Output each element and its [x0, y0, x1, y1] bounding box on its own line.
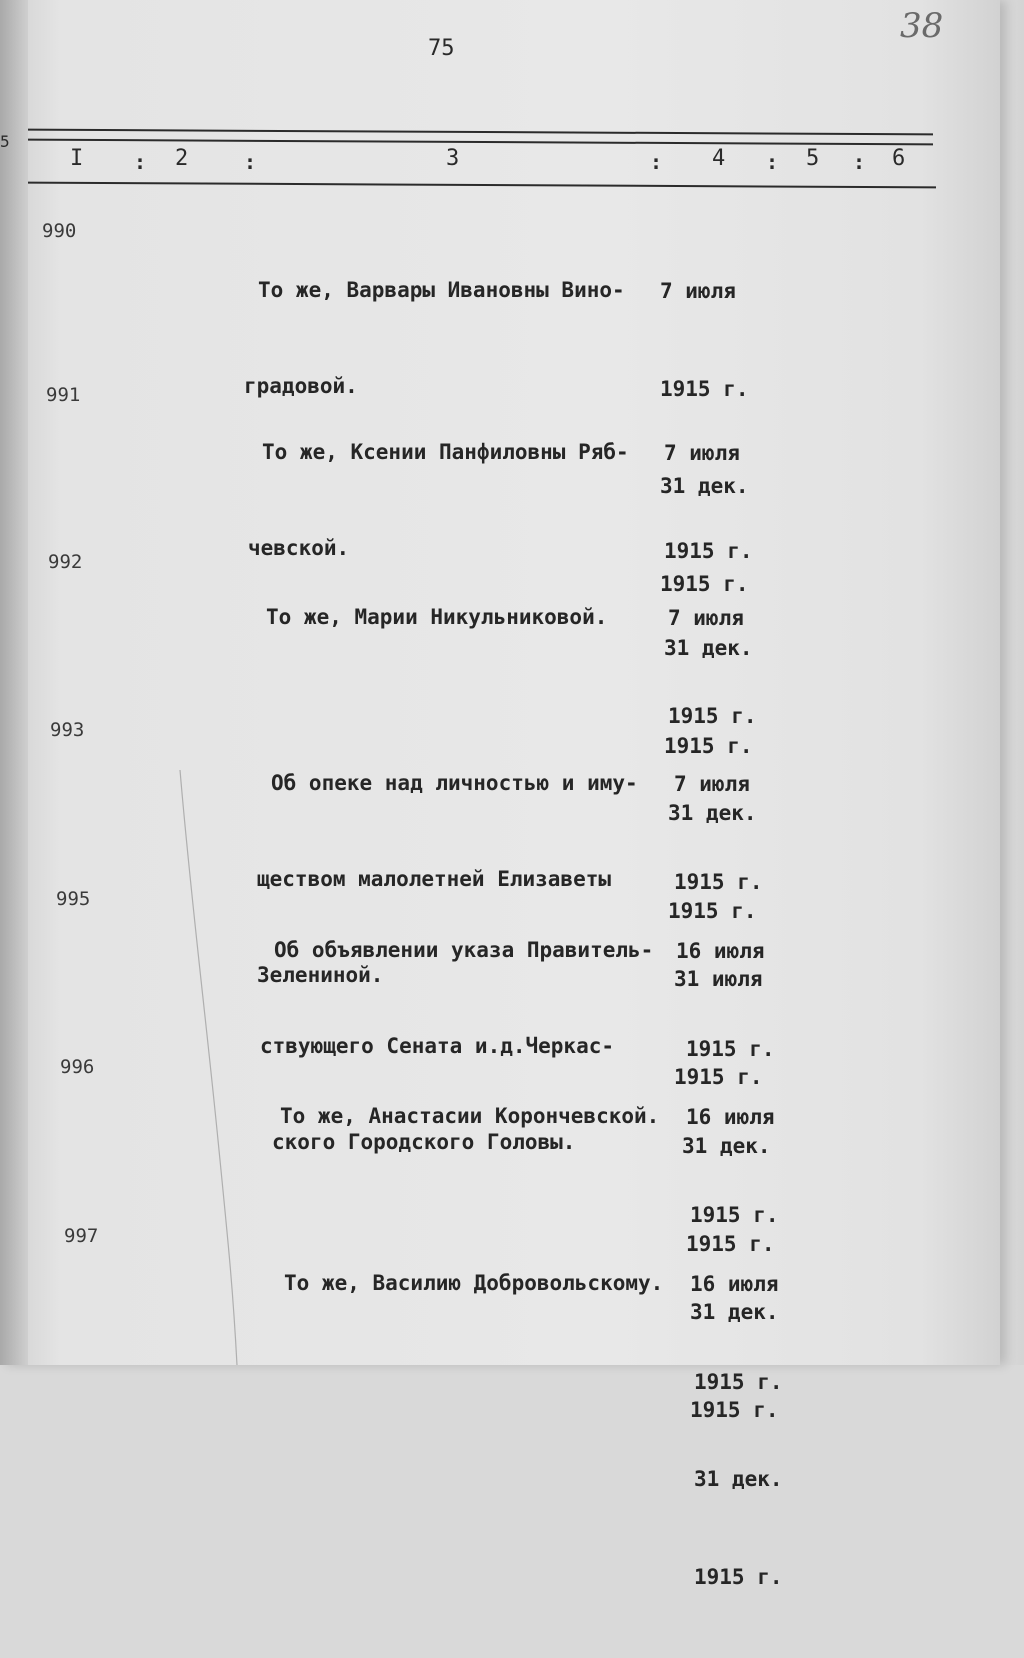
- record-number: 992: [48, 551, 83, 573]
- record-number: 995: [56, 888, 91, 910]
- date-end-day: 31 дек.: [690, 1300, 779, 1324]
- date-start-year: 1915 г.: [690, 1202, 779, 1227]
- description-line: градовой.: [244, 374, 358, 398]
- date-end-day: 31 дек.: [694, 1467, 783, 1491]
- archive-folio-number: 38: [900, 6, 944, 46]
- date-start-year: 1915 г.: [664, 538, 753, 563]
- record-number: 993: [50, 719, 85, 741]
- date-end-year: 1915 г.: [660, 571, 749, 596]
- date-end-year: 1915 г.: [664, 733, 753, 758]
- date-start-day: 16 июля: [676, 939, 765, 963]
- description-line: То же, Василию Добровольскому.: [284, 1271, 664, 1295]
- date-start-day: 7 июля: [668, 606, 744, 630]
- description-line: То же, Анастасии Корончевской.: [280, 1104, 660, 1128]
- record-dates: [690, 1203, 783, 1658]
- column-header-4: 4: [712, 146, 726, 171]
- record-description: [266, 537, 607, 697]
- date-end-day: 31 дек.: [664, 636, 753, 660]
- date-start-year: 1915 г.: [686, 1036, 775, 1061]
- record-number: 997: [64, 1225, 99, 1247]
- column-header-5: 5: [806, 146, 820, 171]
- date-end-day: 31 дек.: [682, 1134, 771, 1158]
- date-end-year: 1915 г.: [674, 1064, 763, 1089]
- date-start-day: 16 июля: [690, 1272, 779, 1296]
- record-number: 996: [60, 1056, 95, 1078]
- column-separator: :: [766, 150, 779, 174]
- date-start-year: 1915 г.: [660, 376, 749, 401]
- description-line: Об объявлении указа Правитель-: [274, 938, 654, 962]
- edge-mark: 5: [0, 132, 10, 151]
- description-line: чевской.: [248, 536, 350, 560]
- date-start-year: 1915 г.: [694, 1369, 783, 1394]
- column-header-1: I: [70, 146, 84, 171]
- header-rule-bottom: [28, 182, 936, 189]
- column-header-6: 6: [892, 146, 906, 171]
- date-start-day: 16 июля: [686, 1105, 775, 1129]
- paper-crease: [175, 770, 255, 1365]
- record-number: 991: [46, 384, 81, 406]
- description-line: ществом малолетней Елизаветы: [257, 867, 612, 891]
- date-end-year: 1915 г.: [694, 1564, 783, 1589]
- header-rule-top-double: [28, 139, 933, 146]
- column-separator: :: [134, 150, 147, 174]
- date-start-day: 7 июля: [674, 772, 750, 796]
- date-start-day: 7 июля: [664, 441, 740, 465]
- description-line: То же, Варвары Ивановны Вино-: [258, 278, 625, 302]
- date-start-day: 7 июля: [660, 279, 736, 303]
- date-end-day: 31 дек.: [668, 801, 757, 825]
- column-separator: :: [853, 150, 866, 174]
- date-end-year: 1915 г.: [668, 898, 757, 923]
- column-header-2: 2: [175, 146, 189, 171]
- column-separator: :: [650, 150, 663, 174]
- page-number: 75: [428, 36, 455, 61]
- description-line: Зелениной.: [257, 963, 384, 987]
- description-line: То же, Марии Никульниковой.: [266, 605, 608, 629]
- date-start-year: 1915 г.: [674, 869, 763, 894]
- date-start-year: 1915 г.: [668, 703, 757, 728]
- description-line: То же, Ксении Панфиловны Ряб-: [262, 440, 629, 464]
- date-end-day: 31 июля: [674, 967, 763, 991]
- date-end-year: 1915 г.: [690, 1397, 779, 1422]
- description-line: Об опеке над личностью и иму-: [271, 771, 638, 795]
- date-end-day: 31 дек.: [660, 474, 749, 498]
- description-line: ствующего Сената и.д.Черкас-: [260, 1034, 615, 1058]
- description-line: ского Городского Головы.: [272, 1130, 576, 1154]
- record-description: [284, 1203, 663, 1363]
- date-end-year: 1915 г.: [686, 1231, 775, 1256]
- column-separator: :: [244, 150, 257, 174]
- column-header-3: 3: [446, 146, 460, 171]
- record-row: [0, 1203, 960, 1589]
- record-number: 990: [42, 220, 77, 242]
- header-rule-top: [28, 129, 933, 136]
- record-description: [280, 1036, 659, 1196]
